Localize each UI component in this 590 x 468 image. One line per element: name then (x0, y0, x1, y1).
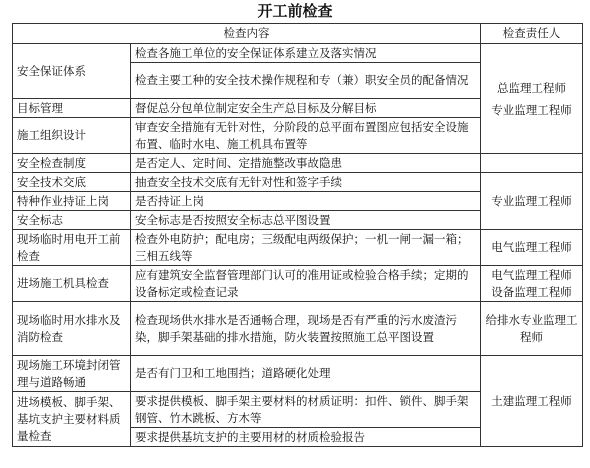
category-cell: 现场临时用水排水及消防检查 (13, 302, 131, 356)
category-cell: 安全检查制度 (13, 154, 131, 173)
category-cell: 施工组织设计 (13, 118, 131, 154)
content-cell: 检查各施工单位的安全保证体系建立及落实情况 (131, 44, 481, 63)
content-cell: 检查现场供水排水是否通畅合理，现场是否有严重的污水废渣污染，脚手架基础的排水措施，防火装置按照施工总平图设置 (131, 302, 481, 356)
content-cell: 是否定人、定时间、定措施整改事故隐患 (131, 154, 481, 173)
category-cell: 目标管理 (13, 99, 131, 118)
responsible-civil: 土建监理工程师 (481, 356, 583, 447)
category-cell: 现场施工环境封闭管理与道路畅通 (13, 356, 131, 392)
category-cell: 安全标志 (13, 211, 131, 230)
content-cell: 审查安全措施有无针对性，分阶段的总平面布置图应包括安全设施布置、临时水电、施工机具布置等 (131, 118, 481, 154)
responsible-empty (481, 154, 583, 173)
header-content: 检查内容 (13, 24, 481, 44)
table-row (13, 302, 583, 356)
page-title: 开工前检查 (257, 2, 333, 20)
responsible-plumbing: 给排水专业监理工程师 (481, 302, 583, 356)
table-row (13, 44, 583, 63)
content-cell: 是否持证上岗 (131, 192, 481, 211)
table-row (13, 356, 583, 392)
content-cell: 安全标志是否按照安全标志总平图设置 (131, 211, 481, 230)
category-cell: 特种作业持证上岗 (13, 192, 131, 211)
responsible-electrical: 电气监理工程师 (481, 230, 583, 266)
responsible-text: 总监理工程师 专业监理工程师 (491, 80, 572, 117)
responsible-specialty: 专业监理工程师 (481, 173, 583, 230)
category-cell: 进场模板、脚手架、基坑支护主要材料质量检查 (13, 392, 131, 447)
content-cell: 检查外电防护；配电房；三级配电两级保护；一机一闸一漏一箱；三相五线等 (131, 230, 481, 266)
content-cell: 应有建筑安全监督管理部门认可的准用证或检验合格手续；定期的设备标定或检查记录 (131, 266, 481, 302)
content-cell: 是否有门卫和工地围挡；道路硬化处理 (131, 356, 481, 392)
category-cell: 安全保证体系 (13, 44, 131, 99)
content-cell: 要求提供基坑支护的主要用材的材质检验报告 (131, 428, 481, 447)
content-cell: 要求提供模板、脚手架主要材料的材质证明：扣件、锁件、脚手架钢管、竹木跳板、方木等 (131, 392, 481, 428)
table-row (13, 173, 583, 192)
responsible-electrical-equipment: 电气监理工程师 设备监理工程师 (481, 266, 583, 302)
category-cell: 进场施工机具检查 (13, 266, 131, 302)
content-cell: 督促总分包单位制定安全生产总目标及分解目标 (131, 99, 481, 118)
table-row (13, 230, 583, 266)
content-cell: 抽查安全技术交底有无针对性和签字手续 (131, 173, 481, 192)
table-row (13, 154, 583, 173)
responsible-chief (481, 44, 583, 154)
category-cell: 现场临时用电开工前检查 (13, 230, 131, 266)
header-responsible: 检查责任人 (481, 24, 583, 44)
category-cell: 安全技术交底 (13, 173, 131, 192)
header-row (13, 24, 583, 44)
table-row (13, 266, 583, 302)
inspection-table (12, 23, 583, 447)
content-cell: 检查主要工种的安全技术操作规程和专（兼）职安全员的配备情况 (131, 63, 481, 99)
